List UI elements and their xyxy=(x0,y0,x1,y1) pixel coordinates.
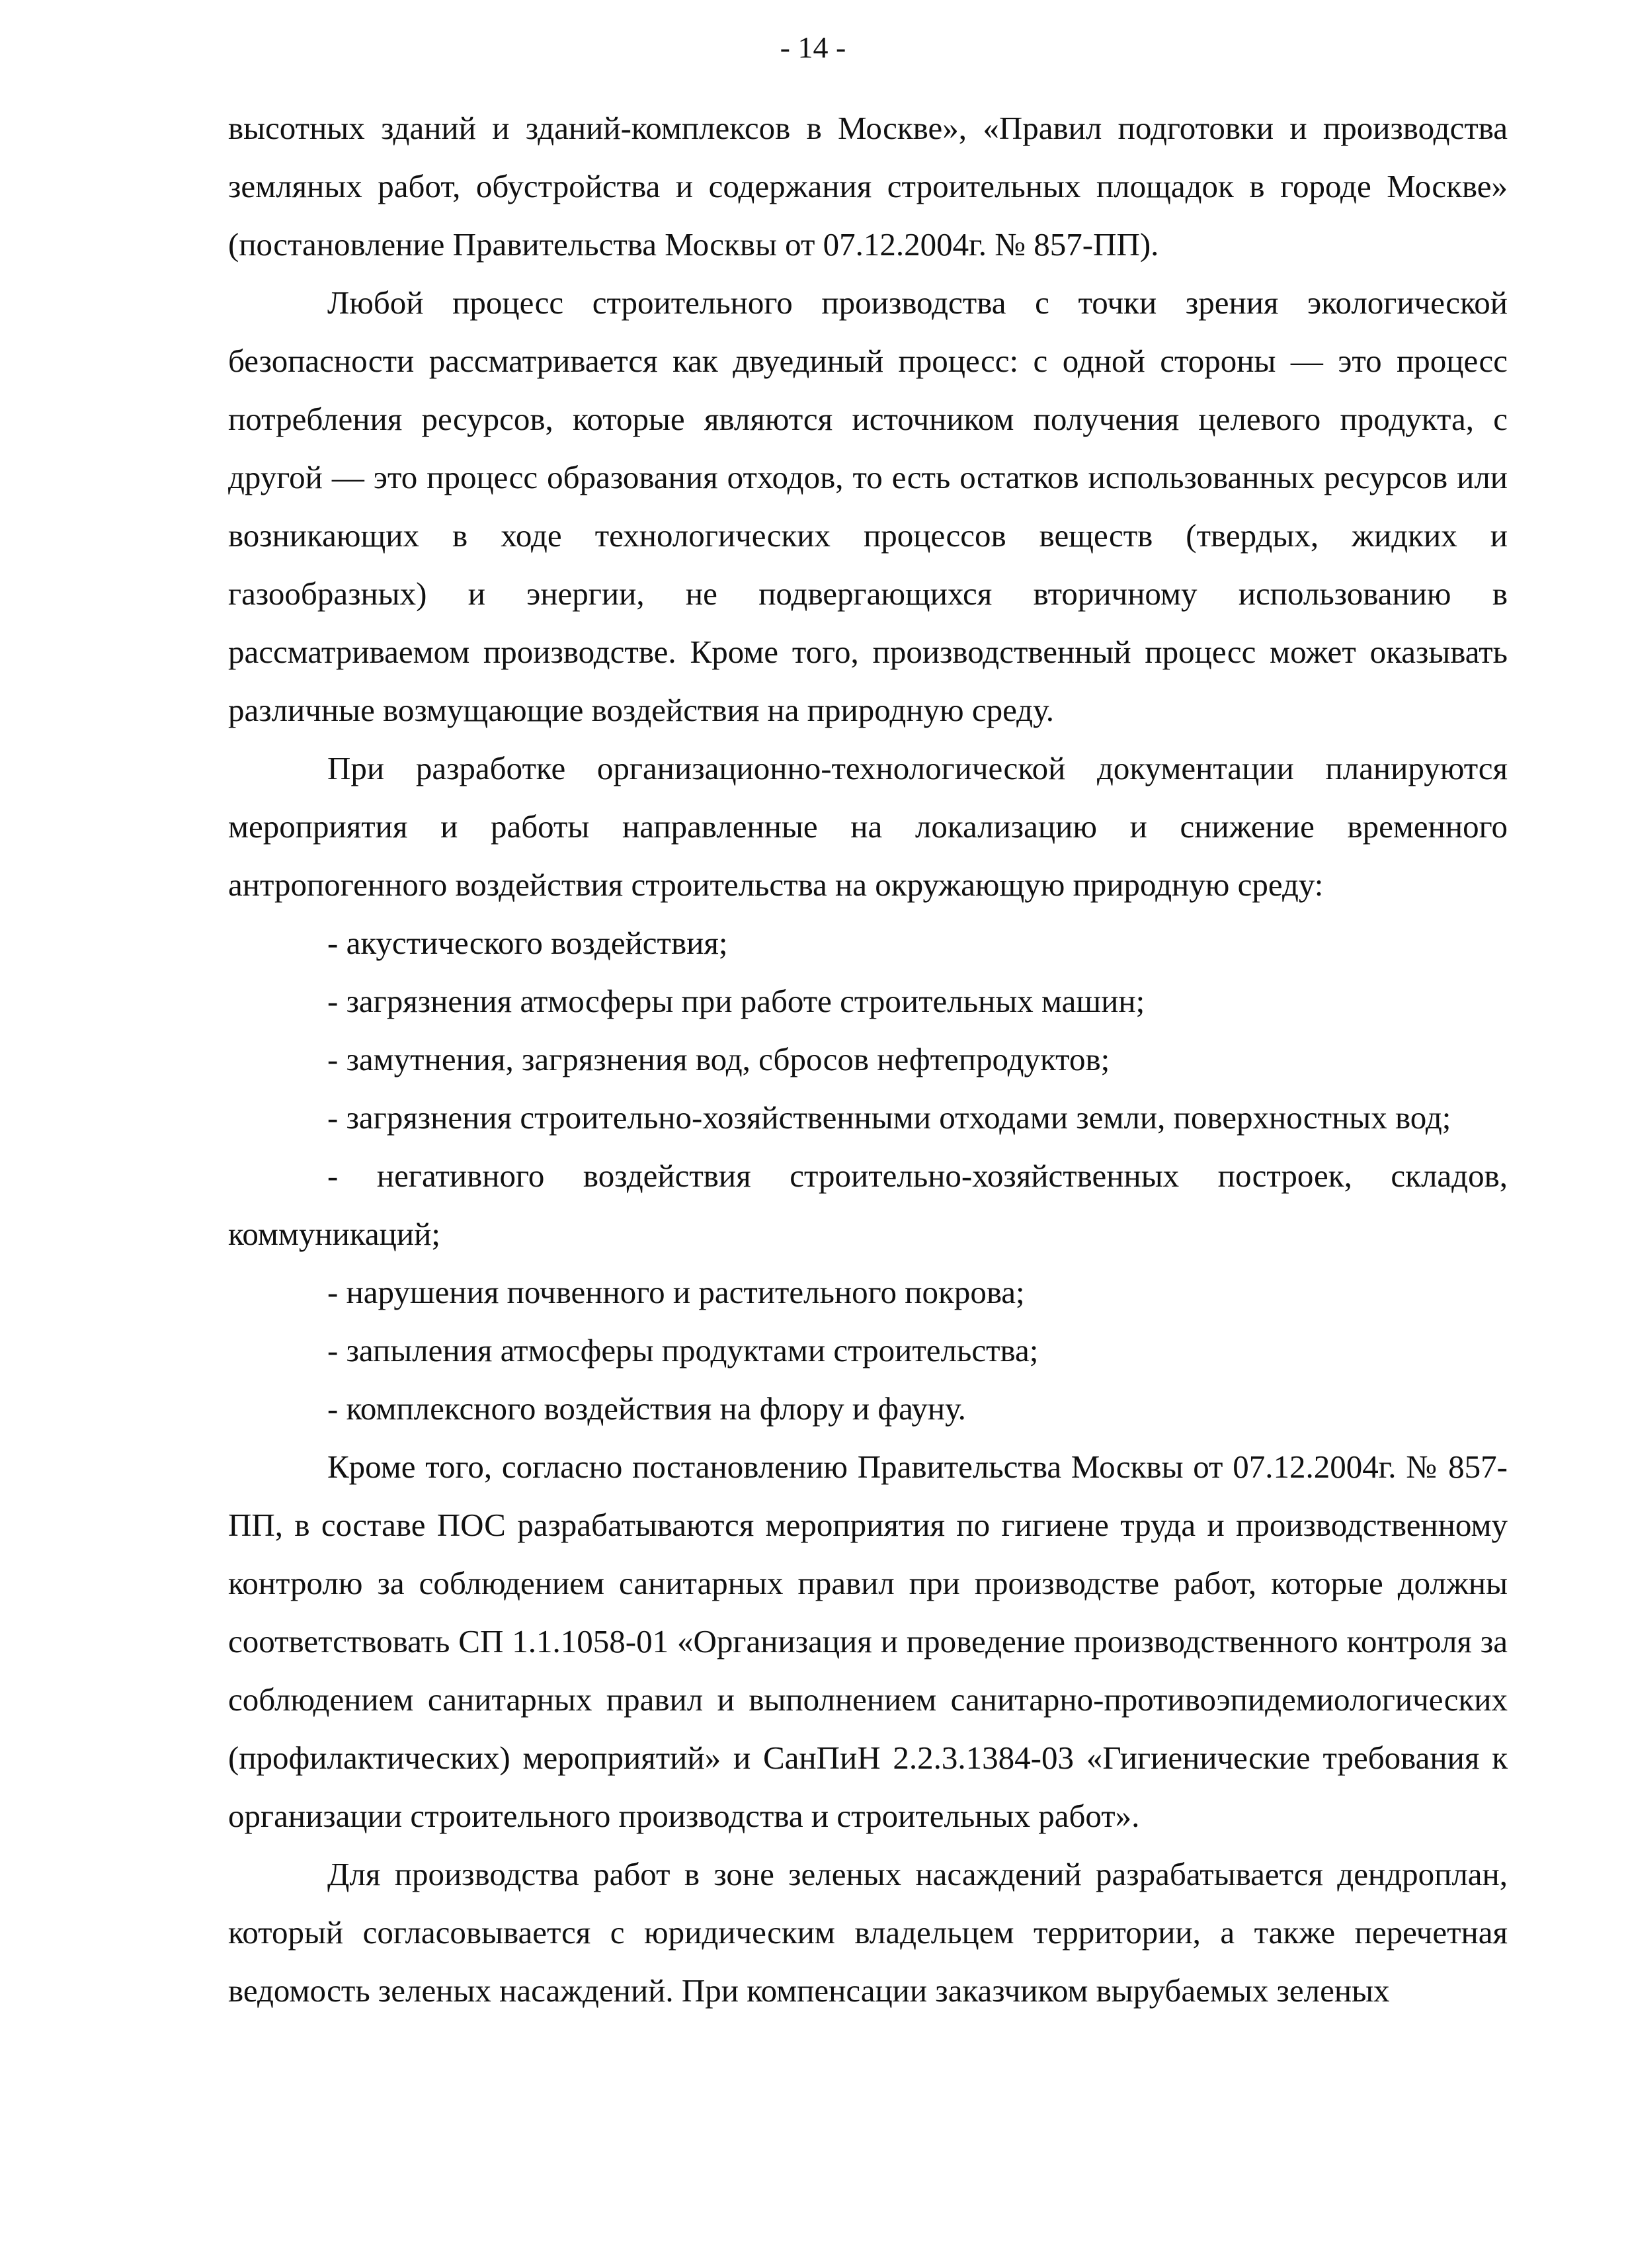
document-body xyxy=(228,99,1508,2020)
paragraph-ecological-safety: Любой процесс строительного производства с точки зрения экологической безопасности рассматривается как двуединый процесс: с одной стороны — это процесс потребления ресурсов, которые являются источником получения целевого продукта, с другой — это процесс образования отходов, то есть остатков использованных ресурсов или возникающих в ходе технологических процессов веществ (твердых, жидких и газообразных) и энергии, не подвергающихся вторичному использованию в рассматриваемом производстве. Кроме того, производственный процесс может оказывать различные возмущающие воздействия на природную среду. xyxy=(228,284,1508,728)
page-number: - 14 - xyxy=(780,30,846,64)
list-item: - загрязнения строительно-хозяйственными отходами земли, поверхностных вод; xyxy=(327,1099,1451,1136)
paragraph-continuation: высотных зданий и зданий-комплексов в Москве», «Правил подготовки и производства земляных работ, обустройства и содержания строительных площадок в городе Москве» (постановление Правительства Москвы от 07.12.2004г. № 857-ПП). xyxy=(228,110,1508,263)
list-item: - негативного воздействия строительно-хозяйственных построек, складов, коммуникаций; xyxy=(228,1157,1508,1252)
paragraph-sanitary-control: Кроме того, согласно постановлению Правительства Москвы от 07.12.2004г. № 857-ПП, в составе ПОС разрабатываются мероприятия по гигиене труда и производственному контролю за соблюдением санитарных правил при производстве работ, которые должны соответствовать СП 1.1.1058-01 «Организация и проведение производственного контроля за соблюдением санитарных правил и выполнением санитарно-противоэпидемиологических (профилактических) мероприятий» и СанПиН 2.2.3.1384-03 «Гигиенические требования к организации строительного производства и строительных работ». xyxy=(228,1449,1508,1834)
list-item: - акустического воздействия; xyxy=(327,925,728,961)
list-item: - нарушения почвенного и растительного покрова; xyxy=(327,1274,1025,1310)
list-item: - комплексного воздействия на флору и фауну. xyxy=(327,1390,966,1427)
paragraph-green-plantings: Для производства работ в зоне зеленых насаждений разрабатывается дендроплан, который согласовывается с юридическим владельцем территории, а также перечетная ведомость зеленых насаждений. При компенсации заказчиком вырубаемых зеленых xyxy=(228,1856,1508,2009)
list-item: - замутнения, загрязнения вод, сбросов нефтепродуктов; xyxy=(327,1041,1110,1077)
list-item: - загрязнения атмосферы при работе строительных машин; xyxy=(327,983,1145,1019)
list-item: - запыления атмосферы продуктами строительства; xyxy=(327,1332,1039,1368)
impact-list xyxy=(228,914,1508,1438)
paragraph-measures-intro: При разработке организационно-технологической документации планируются мероприятия и работы направленные на локализацию и снижение временного антропогенного воздействия строительства на окружающую природную среду: xyxy=(228,750,1508,903)
